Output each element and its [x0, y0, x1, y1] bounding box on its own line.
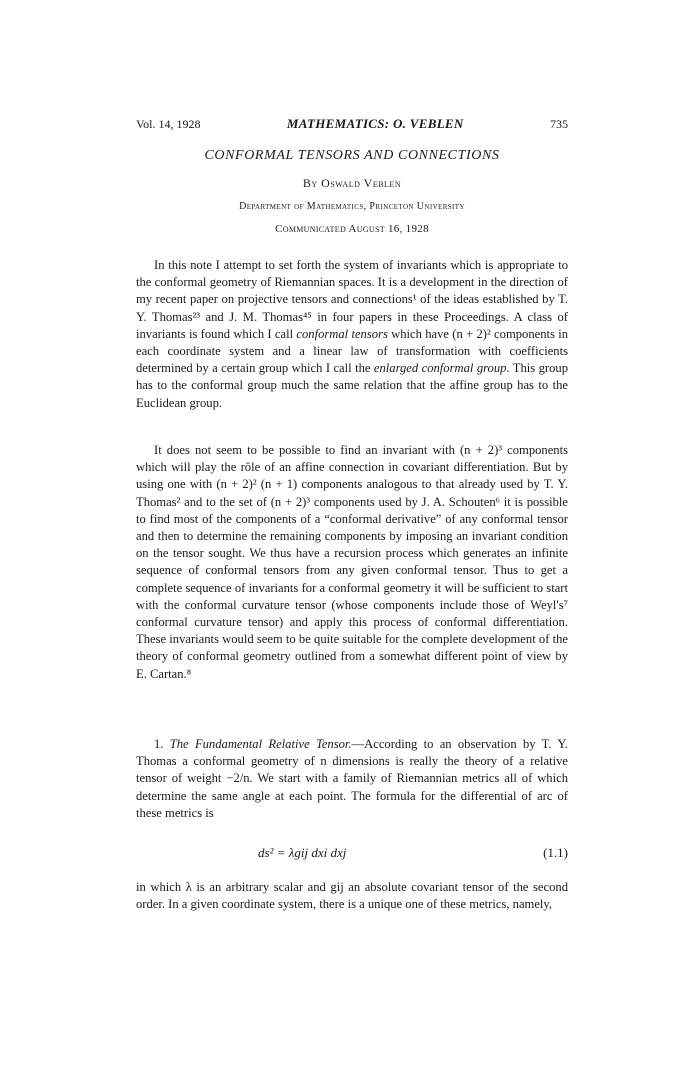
text-run-italic: enlarged conformal group.: [373, 361, 510, 376]
text-run: In this note I attempt to set forth the system of invariants which is appropriate to the conformal geometry of Riemannian spaces. It is a development in the direction of my recent paper on projective tensors and connections¹ of the ideas established by T. Y. Thomas²³ and J. M. Thomas⁴⁵ in four papers in these Proceedings. A class of invariants is found which I call: [136, 258, 568, 341]
communicated-date: Communicated August 16, 1928: [275, 223, 429, 235]
page-number: 735: [550, 117, 568, 131]
paper-title: CONFORMAL TENSORS AND CONNECTIONS: [204, 148, 500, 163]
paragraph-3: [136, 736, 568, 822]
paragraph-4-text: in which λ is an arbitrary scalar and gij an absolute covariant tensor of the second order. In a given coordinate system, there is a unique one of these metrics, namely,: [136, 880, 568, 912]
paragraph-4: [136, 879, 568, 913]
equation-1-1: [136, 845, 568, 865]
text-run: —According to an observation by T. Y. Thomas a conformal geometry of n dimensions is really the theory of a relative tensor of weight −2/n. We start with a family of Riemannian metrics all of which determine the same angle at each point. The formula for the differential of arc of these metrics is: [136, 737, 568, 820]
paragraph-2-text: It does not seem to be possible to find an invariant with (n + 2)³ components which will play the rôle of an affine connection in covariant differentiation. But by using one with (n + 2)² (n + 1) components analogous to that already used by T. Y. Thomas² and to the set of (n + 2)³ components used by J. A. Schouten⁶ it is possible to find most of the components of a “conformal derivative” of any conformal tensor and then to determine the remaining components by imposing an invariant condition on the tensor sought. We thus have a recursion process which generates an infinite sequence of conformal tensors from any given conformal tensor. Thus to get a complete sequence of invariants for a conformal geometry it will be sufficient to start with the conformal curvature tensor (whose components include those of Weyl's⁷ conformal curvature tensor) and apply this process of conformal differentiation. These invariants would seem to be quite suitable for the complete development of the theory of conformal geometry outlined from a somewhat different point of view by E. Cartan.⁸: [136, 443, 568, 681]
text-run: which have (n + 2)² components in each coordinate system and a linear law of transformation with coefficients determined by a certain group which I call the: [136, 326, 569, 376]
equation-number: (1.1): [543, 845, 568, 860]
running-head: [136, 116, 568, 132]
affiliation-line: Department of Mathematics, Princeton University: [239, 201, 465, 212]
author-line: By Oswald Veblen: [302, 176, 402, 190]
paragraph-1: [136, 257, 568, 412]
section-number: 1.: [154, 737, 170, 751]
volume-info: Vol. 14, 1928: [136, 117, 201, 131]
paragraph-2: [136, 442, 568, 683]
equation-formula: ds² = λgij dxi dxj: [258, 845, 347, 860]
running-title: MATHEMATICS: O. VEBLEN: [286, 116, 464, 131]
text-run: This group has to the conformal group much the same relation that the affine group has to the Euclidean group.: [136, 361, 568, 410]
section-heading: The Fundamental Relative Tensor.: [169, 737, 352, 751]
text-run-italic: conformal tensors: [296, 326, 388, 341]
